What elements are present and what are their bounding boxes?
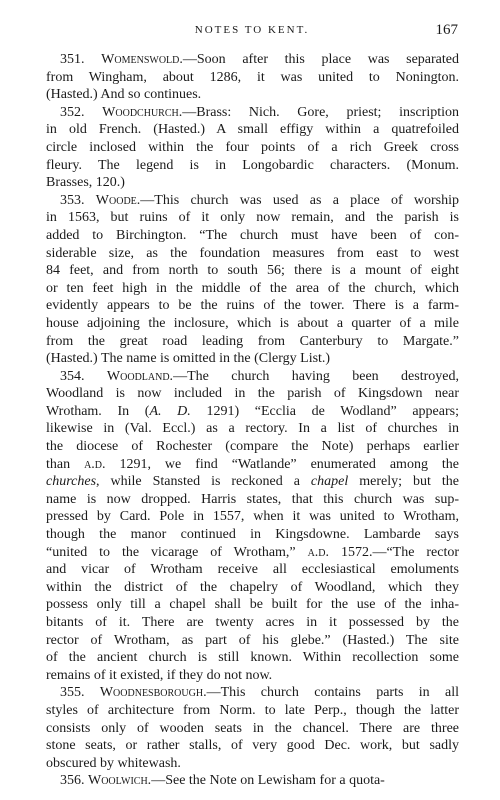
note-text-line [46, 403, 459, 421]
text-run: within the district of the chapelry of Woodland, which they [46, 579, 459, 595]
note-heading-line [46, 684, 459, 702]
note-text-line [46, 491, 459, 509]
text-run: —This church was used as a place of worship [140, 192, 460, 208]
text-run: Brasses, 120.) [46, 175, 125, 191]
small-caps-text: Woode. [95, 192, 141, 208]
note-text-line [46, 262, 459, 280]
note-text-line [46, 508, 459, 526]
italic-text: churches [46, 474, 97, 490]
note-text-line [46, 473, 459, 491]
text-run: likewise in (Val. Eccl.) as a rectory. In a list of churches in [46, 421, 459, 437]
text-run: bitants of it. There are twenty acres in it possessed by the [46, 615, 459, 630]
note-text-line [46, 350, 459, 368]
text-run: evidently appears to be the ruins of the tower. There is a farm- [46, 298, 459, 314]
text-run: 354. [60, 368, 107, 384]
text-run: 1572.—“The rector [329, 544, 459, 560]
note-text-line [46, 755, 459, 773]
small-caps-text: Woodnesborough. [99, 685, 207, 701]
text-run: merely; but the [348, 474, 459, 490]
note-text-line [46, 596, 459, 614]
text-run: “united to the vicarage of Wrotham,” [46, 544, 308, 560]
note-entry [46, 51, 459, 104]
text-run: circle inclosed within the four points of a rich Greek cross [46, 139, 459, 155]
text-run: the diocese of Rochester (compare the Note) perhaps earlier [46, 439, 459, 455]
text-run: 1291, we find “Watlande” enumerated among the [105, 456, 459, 472]
note-text-line [46, 737, 459, 755]
text-run: though the manor continued in Kingsdowne. Lambarde says [46, 527, 459, 543]
note-text-line [46, 544, 459, 562]
page-number: 167 [435, 22, 458, 38]
text-run: siderable size, as the foundation measures from east to west [46, 245, 459, 261]
note-text-line [46, 614, 459, 632]
note-entry [46, 368, 459, 685]
text-run: styles of architecture from Norm. to late Perp., though the latter [46, 702, 459, 718]
text-run: 353. [60, 192, 96, 208]
small-caps-text: Woodchurch. [102, 104, 183, 120]
note-text-line [46, 649, 459, 667]
note-text-line [46, 438, 459, 456]
text-run: than [46, 456, 85, 472]
text-run: obscured by whitewash. [46, 755, 181, 771]
text-run: —This church contains parts in all [206, 685, 459, 701]
running-title: NOTES TO KENT. [194, 24, 310, 36]
note-text-line [46, 720, 459, 738]
text-run: from the great road leading from Canterbury to Margate.” [46, 333, 459, 349]
note-entry [46, 104, 459, 192]
note-heading-line [46, 104, 459, 122]
text-run: house adjoining the inclosure, which is about a quarter of a mile [46, 315, 459, 331]
text-run: 356. [60, 773, 88, 789]
text-run: 355. [60, 685, 100, 701]
note-text-line [46, 420, 459, 438]
note-text-line [46, 69, 459, 87]
text-run: —Soon after this place was separated [182, 52, 459, 67]
small-caps-text: a.d. [307, 544, 330, 560]
note-heading-line [46, 772, 459, 790]
note-text-line [46, 227, 459, 245]
note-text-line [46, 245, 459, 263]
note-heading-line [46, 192, 459, 210]
italic-text: A. D. [149, 403, 191, 419]
text-run: in old French. (Hasted.) A small effigy within a quatrefoiled [46, 122, 459, 138]
text-run: remains of it existed, if they do not now. [46, 667, 273, 683]
text-run: consists only of wooden seats in the chancel. There are three [46, 720, 459, 736]
text-run: possess only till a chapel shall be built for the use of the inha- [46, 597, 459, 613]
text-run: Woodland is now included in the parish of Kingsdown near [46, 386, 459, 402]
text-run: , while Stansted is reckoned a [96, 474, 311, 490]
note-text-line [46, 157, 459, 175]
running-header [46, 20, 458, 40]
notes-body [46, 51, 459, 790]
text-run: —Brass: Nich. Gore, priest; inscription [182, 104, 459, 120]
text-run: 84 feet, and from north to south 56; there is a mount of eight [46, 263, 459, 279]
note-text-line [46, 121, 459, 139]
note-text-line [46, 315, 459, 333]
text-run: —The church having been destroyed, [173, 368, 459, 384]
note-entry [46, 192, 459, 368]
note-text-line [46, 579, 459, 597]
note-text-line [46, 526, 459, 544]
small-caps-text: Woolwich. [88, 773, 152, 789]
note-text-line [46, 632, 459, 650]
text-run: name is now dropped. Harris states, that this church was sup- [46, 491, 459, 507]
text-run: added to Birchington. “The church must have been of con- [46, 227, 459, 243]
italic-text: chapel [310, 474, 349, 490]
note-text-line [46, 297, 459, 315]
text-run: or ten feet high in the middle of the area of the church, which [46, 280, 459, 296]
text-run: stone seats, or rather stalls, of very good Dec. work, but sadly [46, 738, 459, 754]
small-caps-text: Womenswold. [101, 52, 183, 67]
note-text-line [46, 667, 459, 685]
text-run: 352. [60, 104, 103, 120]
text-run: Wrotham. In ( [46, 403, 150, 419]
text-run: 1291) “Ecclia de Wodland” appears; [190, 403, 459, 419]
small-caps-text: a.d. [84, 456, 106, 472]
text-run: (Hasted.) And so continues. [46, 87, 202, 103]
note-text-line [46, 86, 459, 104]
text-run: from Wingham, about 1286, it was united to Nonington. [46, 69, 459, 85]
note-text-line [46, 385, 459, 403]
note-text-line [46, 280, 459, 298]
text-run: in 1563, but ruins of it only now remain, and the parish is [46, 210, 459, 226]
note-text-line [46, 333, 459, 351]
note-entry [46, 684, 459, 772]
note-heading-line [46, 51, 459, 69]
text-run: rector of Wrotham, as part of his glebe.” (Hasted.) The site [46, 632, 459, 648]
text-run: of the ancient church is still known. Within recollection some [46, 650, 459, 666]
text-run: 351. [60, 52, 102, 67]
note-entry [46, 772, 459, 790]
text-run: (Hasted.) The name is omitted in the (Clergy List.) [46, 351, 331, 367]
note-text-line [46, 174, 459, 192]
note-text-line [46, 561, 459, 579]
text-run: —See the Note on Lewisham for a quota- [151, 773, 385, 789]
text-run: pressed by Card. Pole in 1557, when it was united to Wrotham, [46, 509, 459, 525]
small-caps-text: Woodland. [106, 368, 174, 384]
note-text-line [46, 209, 459, 227]
note-text-line [46, 456, 459, 474]
text-run: and vicar of Wrotham receive all ecclesiastical emoluments [46, 562, 459, 578]
note-text-line [46, 702, 459, 720]
note-heading-line [46, 368, 459, 386]
text-run: fleury. The legend is in Longobardic characters. (Monum. [46, 157, 459, 173]
note-text-line [46, 139, 459, 157]
